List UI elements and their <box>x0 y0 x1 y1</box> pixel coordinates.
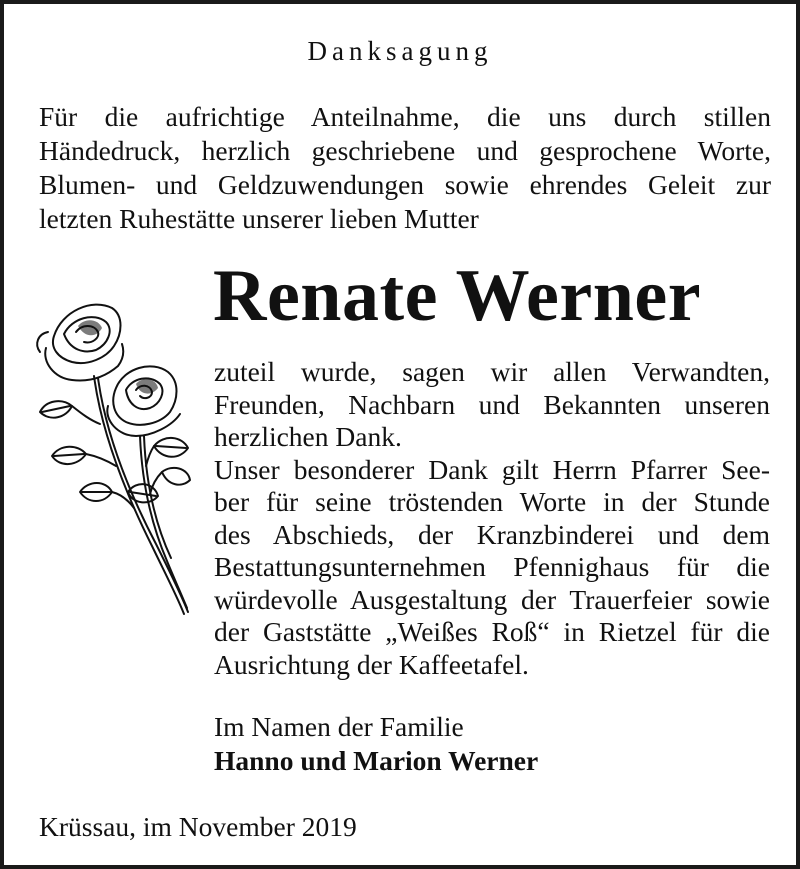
body-line: der Gaststätte „Weißes Roß“ in Rietzel für die <box>214 616 770 647</box>
body-line: Ausrichtung der Kaffeetafel. <box>214 648 529 680</box>
body-line: herzlichen Dank. <box>214 421 402 452</box>
intro-paragraph <box>39 100 771 236</box>
body-line: Unser besonderer Dank gilt Herrn Pfarrer See- <box>214 453 770 485</box>
place-date: Krüssau, im November 2019 <box>39 811 357 842</box>
body-line: würdevolle Ausgestaltung der Trauerfeier sowie <box>214 583 770 615</box>
notice-heading: Danksagung <box>307 36 493 66</box>
body-line: des Abschieds, der Kranzbinderei und dem <box>214 518 770 550</box>
body-line: Bestattungsunternehmen Pfennighaus für die <box>214 551 770 582</box>
body-line: Freunden, Nachbarn und Bekannten unseren <box>214 388 770 420</box>
intro-line: Händedruck, herzlich geschriebene und gesprochene Worte, <box>39 135 771 166</box>
rose-illustration <box>32 296 200 622</box>
body-line: ber für seine tröstenden Worte in der Stunde <box>214 486 770 517</box>
signature-names: Hanno und Marion Werner <box>214 745 539 776</box>
intro-line: letzten Ruhestätte unserer lieben Mutter <box>39 203 479 234</box>
intro-line: Blumen- und Geldzuwendungen sowie ehrendes Geleit zur <box>39 169 771 200</box>
deceased-name: Renate Werner <box>213 255 702 337</box>
intro-line: Für die aufrichtige Anteilnahme, die uns durch stillen <box>39 101 771 132</box>
signature-intro: Im Namen der Familie <box>214 711 464 742</box>
thanks-paragraph <box>214 356 770 681</box>
body-line: zuteil wurde, sagen wir allen Verwandten, <box>214 356 770 387</box>
